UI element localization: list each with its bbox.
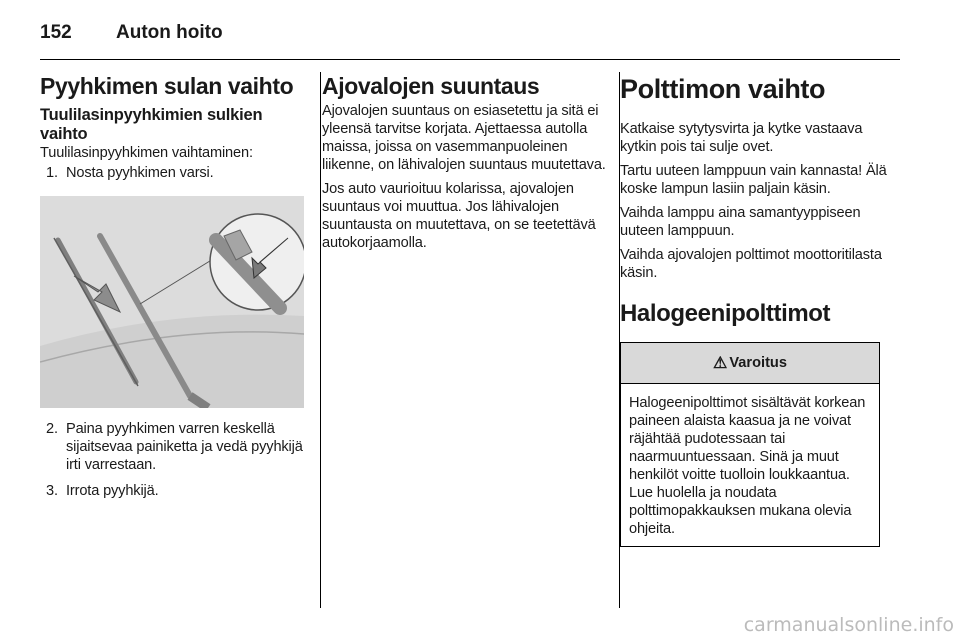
step-number: 3. — [46, 483, 58, 499]
paragraph: Jos auto vaurioituu kolarissa, ajovalojen suuntaus voi muuttua. Jos lähivalojen suuntausta on muutettava, on se teetettävä autokorjaamolla. — [322, 181, 596, 251]
paragraph: Vaihda lamppu aina samantyyppiseen uuteen lamppuun. — [620, 205, 861, 239]
warning-box — [620, 342, 880, 547]
column-bulb-replacement — [620, 72, 900, 547]
wiper-illustration — [40, 196, 304, 408]
warning-header — [621, 343, 879, 384]
watermark: carmanualsonline.info — [743, 614, 954, 636]
warning-text: Halogeenipolttimot sisältävät korkean paineen alaista kaasua ja ne voivat räjähtää pudotessaan tai naarmuuntuessaan. Sinä ja muut henkilöt voitte tuolloin loukkaantua. Lue huolella ja noudata polttimopakkauksen mukana olevia ohjeita. — [629, 395, 866, 537]
section-title-bulb-replacement: Polttimon vaihto — [620, 74, 826, 104]
step-3 — [40, 482, 304, 500]
section-title-headlight-aiming: Ajovalojen suuntaus — [322, 73, 540, 99]
paragraph: Vaihda ajovalojen polttimot moottoritilasta käsin. — [620, 247, 882, 281]
wiper-arm-diagram — [40, 196, 304, 408]
step-text: Nosta pyyhkimen varsi. — [66, 165, 214, 181]
warning-label: Varoitus — [729, 355, 787, 371]
column-divider-1 — [320, 72, 321, 608]
subsection-title-windshield-wiper: Tuulilasinpyyhkimien sulkien vaihto — [40, 106, 263, 143]
step-1 — [40, 164, 304, 182]
chapter-title: Auton hoito — [116, 22, 223, 43]
column-wiper-blade — [40, 72, 304, 500]
step-text: Irrota pyyhkijä. — [66, 483, 159, 499]
intro-text: Tuulilasinpyyhkimen vaihtaminen: — [40, 145, 253, 161]
step-number: 2. — [46, 421, 58, 437]
step-number: 1. — [46, 165, 58, 181]
paragraph: Tartu uuteen lamppuun vain kannasta! Älä koske lampun lasiin paljain käsin. — [620, 163, 887, 197]
step-2 — [40, 420, 304, 474]
section-title-halogen-bulbs: Halogeenipolttimot — [620, 300, 831, 327]
paragraph: Ajovalojen suuntaus on esiasetettu ja sitä ei yleensä tarvitse korjata. Ajettaessa autolla maissa, joissa on vasemmanpuoleinen liikenne, on lähivalojen suuntaus muutettava. — [322, 103, 606, 173]
column-headlight-aiming — [322, 72, 606, 252]
section-title-wiper: Pyyhkimen sulan vaihto — [40, 73, 294, 99]
warning-triangle-icon: ⚠ — [713, 355, 728, 372]
header-divider — [40, 59, 900, 60]
paragraph: Katkaise sytytysvirta ja kytke vastaava kytkin pois tai sulje ovet. — [620, 121, 863, 155]
step-text: Paina pyyhkimen varren keskellä sijaitsevaa painiketta ja vedä pyyhkijä irti varrestaan. — [66, 421, 303, 473]
page-number: 152 — [40, 22, 72, 43]
